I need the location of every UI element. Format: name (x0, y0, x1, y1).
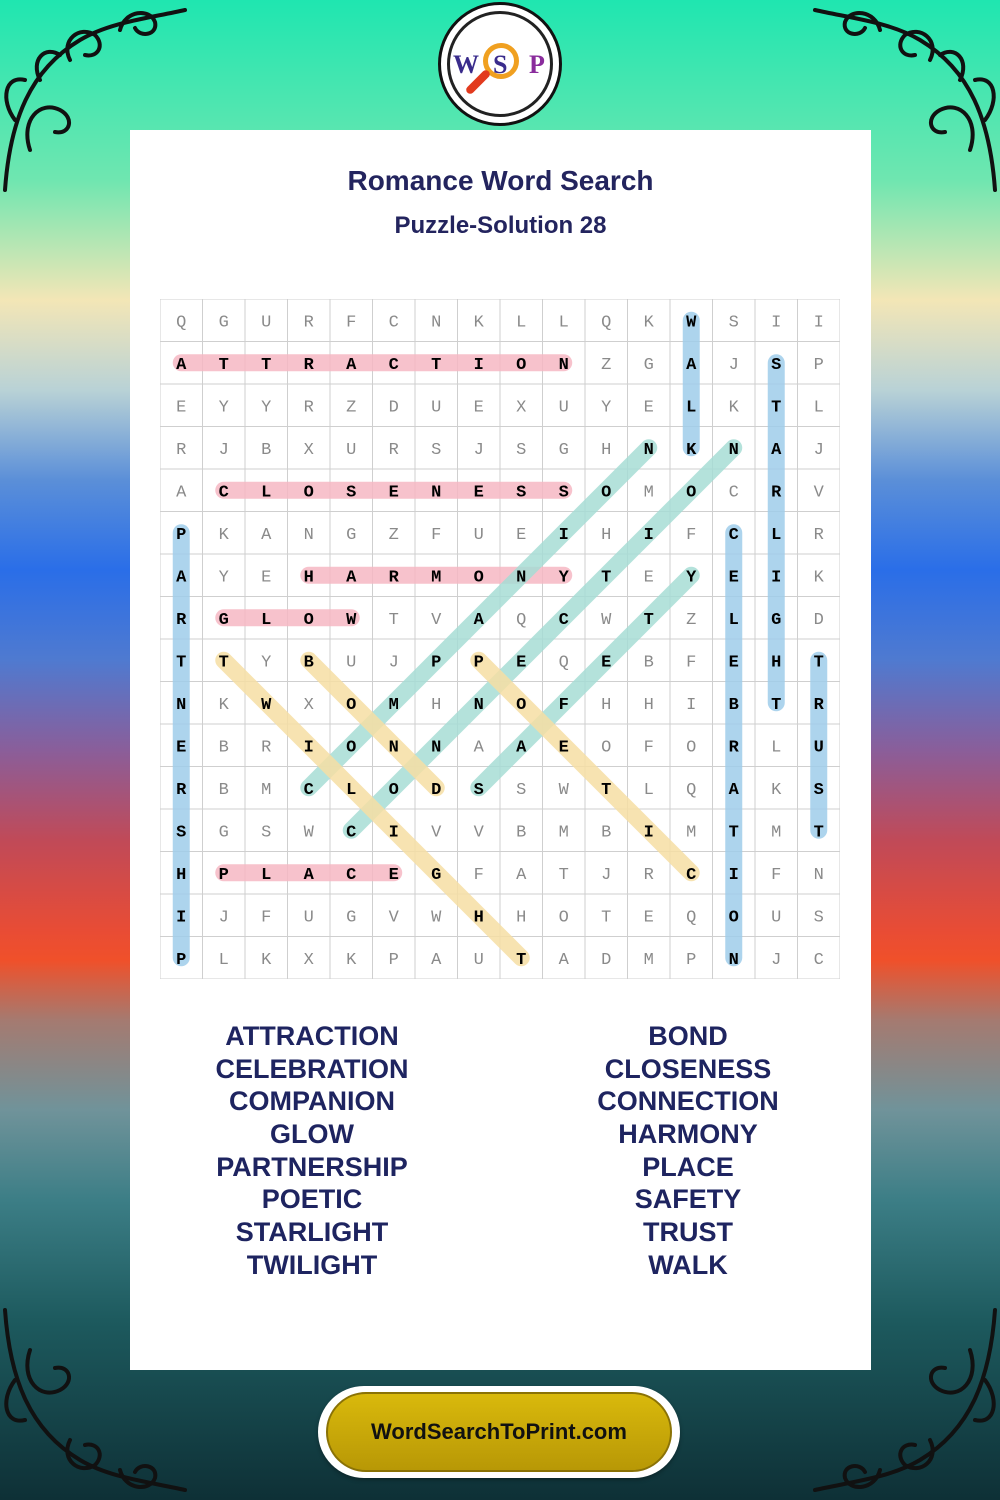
grid-cell: O (728, 908, 739, 928)
grid-cell: E (176, 398, 187, 418)
grid-cell: I (473, 355, 484, 375)
right-word: BOND (648, 1021, 728, 1051)
grid-cell: S (346, 483, 357, 503)
grid-cell: A (431, 950, 442, 970)
grid-cell: C (686, 865, 697, 885)
grid-cell: L (771, 738, 782, 758)
grid-cell: O (303, 483, 314, 503)
grid-cell: C (728, 525, 739, 545)
grid-cell: E (643, 908, 654, 928)
grid-cell: B (261, 440, 272, 460)
grid-cell: A (516, 865, 527, 885)
grid-cell: L (261, 483, 272, 503)
grid-cell: V (813, 483, 824, 503)
left-word: TWILIGHT (246, 1249, 378, 1280)
grid-cell: I (643, 823, 654, 843)
grid-cell: Q (686, 908, 697, 928)
grid-cell: Q (601, 313, 612, 333)
grid-cell: T (431, 355, 442, 375)
grid-cell: G (771, 610, 782, 630)
grid-cell: I (558, 525, 569, 545)
grid-cell: N (516, 568, 527, 588)
grid-cell: G (558, 440, 569, 460)
grid-cell: Y (601, 398, 612, 418)
grid-cell: S (176, 823, 187, 843)
grid-cell: R (813, 695, 824, 715)
left-word: CELEBRATION (215, 1053, 409, 1084)
grid-cell: C (558, 610, 569, 630)
grid-cell: K (218, 525, 229, 545)
grid-cell: T (218, 653, 229, 673)
grid-cell: V (431, 610, 442, 630)
grid-cell: H (303, 568, 314, 588)
grid-cell: S (516, 483, 527, 503)
grid-cell: X (303, 950, 314, 970)
grid-cell: H (431, 695, 442, 715)
grid-cell: F (643, 738, 654, 758)
grid-cell: S (813, 908, 824, 928)
site-link[interactable]: WordSearchToPrint.com (326, 1392, 672, 1472)
grid-cell: O (346, 695, 357, 715)
grid-cell: K (813, 568, 824, 588)
grid-cell: L (558, 313, 569, 333)
grid-cell: P (473, 653, 484, 673)
grid-cell: I (643, 525, 654, 545)
grid-cell: R (303, 398, 314, 418)
grid-cell: T (813, 653, 824, 673)
grid-cell: U (473, 525, 484, 545)
grid-cell: O (303, 610, 314, 630)
right-word: SAFETY (634, 1184, 742, 1215)
grid-cell: A (771, 440, 782, 460)
grid-cell: U (346, 440, 357, 460)
grid-cell: M (431, 568, 442, 588)
grid-cell: L (218, 950, 229, 970)
grid-cell: I (388, 823, 399, 843)
grid-cell: T (601, 568, 612, 588)
grid-cell: Y (261, 398, 272, 418)
grid-cell: L (516, 313, 527, 333)
grid-cell: P (431, 653, 442, 673)
grid-cell: E (388, 865, 399, 885)
grid-cell: X (303, 440, 314, 460)
grid-cell: P (176, 525, 187, 545)
grid-cell: A (686, 355, 697, 375)
grid-cell: U (558, 398, 569, 418)
grid-cell: R (728, 738, 739, 758)
right-word: TRUST (643, 1217, 733, 1248)
grid-cell: F (346, 313, 357, 333)
grid-cell: F (686, 525, 697, 545)
grid-cell: A (176, 355, 187, 375)
grid-cell: C (388, 313, 399, 333)
grid-cell: T (261, 355, 272, 375)
grid-cell: O (346, 738, 357, 758)
logo-letter-s: S (493, 50, 508, 79)
grid-cell: H (643, 695, 654, 715)
grid-cell: A (473, 738, 484, 758)
grid-cell: G (431, 865, 442, 885)
grid-cell: T (813, 823, 824, 843)
grid-cell: E (388, 483, 399, 503)
grid-cell: B (303, 653, 314, 673)
grid-cell: L (261, 610, 272, 630)
grid-cell: N (728, 440, 739, 460)
grid-cell: C (813, 950, 824, 970)
grid-cell: T (558, 865, 569, 885)
grid-cell: U (261, 313, 272, 333)
grid-cell: B (728, 695, 739, 715)
grid-cell: N (643, 440, 654, 460)
grid-cell: F (261, 908, 272, 928)
grid-cell: S (516, 440, 527, 460)
grid-cell: U (771, 908, 782, 928)
grid-cell: K (473, 313, 484, 333)
grid-cell: L (728, 610, 739, 630)
grid-cell: E (728, 568, 739, 588)
grid-cell: Q (176, 313, 187, 333)
grid-cell: T (728, 823, 739, 843)
grid-cell: A (558, 950, 569, 970)
grid-cell: S (473, 780, 484, 800)
grid-cell: S (771, 355, 782, 375)
grid-cell: F (473, 865, 484, 885)
grid-cell: A (176, 483, 187, 503)
grid-cell: M (643, 483, 654, 503)
grid-cell: F (771, 865, 782, 885)
grid-cell: X (303, 695, 314, 715)
grid-cell: R (303, 313, 314, 333)
grid-cell: D (813, 610, 824, 630)
grid-cell: N (813, 865, 824, 885)
grid-cell: T (176, 653, 187, 673)
grid-cell: A (346, 568, 357, 588)
grid-cell: G (346, 525, 357, 545)
grid-cell: O (473, 568, 484, 588)
site-badge[interactable] (318, 1386, 680, 1478)
grid-cell: R (813, 525, 824, 545)
logo-letter-w: W (453, 50, 479, 79)
grid-cell: Y (218, 568, 229, 588)
grid-cell: Q (686, 780, 697, 800)
grid-cell: J (218, 908, 229, 928)
grid-cell: W (601, 610, 612, 630)
grid-cell: S (261, 823, 272, 843)
right-word: WALK (648, 1249, 728, 1280)
grid-cell: O (388, 780, 399, 800)
right-word: CLOSENESS (604, 1053, 772, 1084)
grid-cell: L (346, 780, 357, 800)
grid-cell: X (516, 398, 527, 418)
grid-cell: S (813, 780, 824, 800)
left-word: COMPANION (229, 1086, 395, 1117)
grid-cell: I (813, 313, 824, 333)
grid-cell: J (218, 440, 229, 460)
grid-cell: G (643, 355, 654, 375)
grid-cell: O (601, 483, 612, 503)
grid-cell: O (601, 738, 612, 758)
grid-cell: K (643, 313, 654, 333)
grid-cell: J (473, 440, 484, 460)
grid-cell: C (346, 865, 357, 885)
grid-cell: H (601, 525, 612, 545)
grid-cell: E (516, 525, 527, 545)
grid-cell: Y (558, 568, 569, 588)
grid-cell: O (686, 483, 697, 503)
grid-cell: J (813, 440, 824, 460)
grid-cell: O (558, 908, 569, 928)
grid-cell: Z (346, 398, 357, 418)
grid-cell: J (601, 865, 612, 885)
grid-cell: Z (388, 525, 399, 545)
grid-cell: A (303, 865, 314, 885)
left-word: PARTNERSHIP (216, 1151, 408, 1182)
grid-cell: W (346, 610, 357, 630)
left-word: GLOW (270, 1119, 354, 1150)
logo-letter-p: P (529, 50, 545, 79)
grid-cell: K (728, 398, 739, 418)
grid-cell: C (728, 483, 739, 503)
word-list-right (538, 1020, 838, 1282)
left-word: ATTRACTION (225, 1021, 399, 1051)
grid-cell: O (516, 695, 527, 715)
grid-cell: S (516, 780, 527, 800)
grid-cell: W (558, 780, 569, 800)
right-word: PLACE (642, 1151, 734, 1182)
grid-cell: C (388, 355, 399, 375)
grid-cell: T (771, 695, 782, 715)
grid-cell: G (218, 313, 229, 333)
grid-cell: D (431, 780, 442, 800)
grid-cell: L (261, 865, 272, 885)
grid-cell: N (431, 483, 442, 503)
grid-cell: U (431, 398, 442, 418)
page-title: Romance Word Search (347, 165, 654, 196)
grid-cell: T (516, 950, 527, 970)
grid-cell: V (431, 823, 442, 843)
grid-cell: P (686, 950, 697, 970)
grid-cell: O (516, 355, 527, 375)
word-list-left (162, 1020, 462, 1282)
grid-cell: K (771, 780, 782, 800)
grid-cell: L (686, 398, 697, 418)
grid-cell: S (558, 483, 569, 503)
grid-cell: F (558, 695, 569, 715)
grid-cell: T (771, 398, 782, 418)
grid-cell: Q (558, 653, 569, 673)
grid-cell: F (686, 653, 697, 673)
grid-cell: A (261, 525, 272, 545)
grid-cell: J (388, 653, 399, 673)
grid-cell: N (473, 695, 484, 715)
grid-cell: M (261, 780, 272, 800)
grid-cell: J (728, 355, 739, 375)
grid-cell: E (601, 653, 612, 673)
grid-cell: P (176, 950, 187, 970)
grid-cell: T (643, 610, 654, 630)
grid-cell: B (218, 738, 229, 758)
grid-cell: M (643, 950, 654, 970)
grid-cell: A (728, 780, 739, 800)
grid-cell: W (686, 313, 697, 333)
grid-cell: A (516, 738, 527, 758)
grid-cell: N (176, 695, 187, 715)
grid-cell: I (176, 908, 187, 928)
right-word: HARMONY (618, 1119, 758, 1150)
grid-cell: T (218, 355, 229, 375)
grid-cell: T (601, 780, 612, 800)
grid-cell: E (558, 738, 569, 758)
grid-cell: E (643, 398, 654, 418)
grid-cell: E (473, 483, 484, 503)
grid-cell: I (771, 568, 782, 588)
grid-cell: K (686, 440, 697, 460)
left-word: STARLIGHT (235, 1217, 389, 1248)
grid-cell: R (176, 440, 187, 460)
grid-cell: Z (601, 355, 612, 375)
grid-cell: B (218, 780, 229, 800)
grid-cell: G (346, 908, 357, 928)
wsp-logo (438, 2, 562, 126)
right-word: CONNECTION (597, 1086, 779, 1117)
grid-cell: C (303, 780, 314, 800)
grid-cell: K (346, 950, 357, 970)
grid-cell: D (388, 398, 399, 418)
grid-cell: K (261, 950, 272, 970)
grid-cell: E (473, 398, 484, 418)
grid-cell: P (388, 950, 399, 970)
grid-cell: C (218, 483, 229, 503)
grid-cell: M (686, 823, 697, 843)
page-subtitle: Puzzle-Solution 28 (394, 212, 607, 239)
grid-cell: N (431, 313, 442, 333)
grid-cell: R (388, 440, 399, 460)
grid-cell: Y (261, 653, 272, 673)
grid-cell: T (388, 610, 399, 630)
grid-cell: K (218, 695, 229, 715)
grid-cell: P (218, 865, 229, 885)
grid-cell: I (303, 738, 314, 758)
grid-cell: W (261, 695, 272, 715)
grid-cell: O (686, 738, 697, 758)
grid-cell: H (601, 440, 612, 460)
grid-cell: S (431, 440, 442, 460)
grid-cell: N (728, 950, 739, 970)
grid-cell: H (771, 653, 782, 673)
grid-cell: G (218, 610, 229, 630)
grid-cell: N (431, 738, 442, 758)
grid-cell: N (303, 525, 314, 545)
grid-cell: E (176, 738, 187, 758)
grid-cell: M (771, 823, 782, 843)
grid-cell: A (346, 355, 357, 375)
grid-cell: I (686, 695, 697, 715)
grid-cell: N (388, 738, 399, 758)
grid-cell: S (728, 313, 739, 333)
grid-cell: R (388, 568, 399, 588)
grid-cell: R (303, 355, 314, 375)
grid-cell: T (601, 908, 612, 928)
grid-cell: Z (686, 610, 697, 630)
left-word: POETIC (261, 1184, 363, 1215)
grid-cell: C (346, 823, 357, 843)
grid-cell: E (261, 568, 272, 588)
grid-cell: B (601, 823, 612, 843)
grid-cell: I (728, 865, 739, 885)
grid-cell: B (643, 653, 654, 673)
grid-cell: W (303, 823, 314, 843)
grid-cell: H (473, 908, 484, 928)
grid-cell: Q (516, 610, 527, 630)
grid-cell: M (388, 695, 399, 715)
grid-cell: A (473, 610, 484, 630)
grid-cell: A (176, 568, 187, 588)
grid-cell: V (473, 823, 484, 843)
grid-cell: L (643, 780, 654, 800)
word-search-grid (160, 299, 840, 979)
grid-cell: E (643, 568, 654, 588)
grid-cell: W (431, 908, 442, 928)
grid-cell: M (558, 823, 569, 843)
grid-cell: D (601, 950, 612, 970)
grid-cell: R (176, 780, 187, 800)
grid-cell: H (516, 908, 527, 928)
grid-cell: J (771, 950, 782, 970)
grid-cell: E (516, 653, 527, 673)
grid-cell: N (558, 355, 569, 375)
grid-cell: Y (686, 568, 697, 588)
grid-cell: U (346, 653, 357, 673)
grid-cell: P (813, 355, 824, 375)
grid-cell: R (261, 738, 272, 758)
grid-cell: F (431, 525, 442, 545)
grid-cell: L (813, 398, 824, 418)
grid-cell: L (771, 525, 782, 545)
grid-cell: U (473, 950, 484, 970)
grid-cell: U (813, 738, 824, 758)
grid-cell: Y (218, 398, 229, 418)
grid-cell: E (728, 653, 739, 673)
grid-cell: I (771, 313, 782, 333)
grid-cell: H (176, 865, 187, 885)
grid-cell: G (218, 823, 229, 843)
grid-cell: U (303, 908, 314, 928)
grid-cell: R (643, 865, 654, 885)
grid-cell: V (388, 908, 399, 928)
grid-cell: R (176, 610, 187, 630)
grid-cell: H (601, 695, 612, 715)
grid-cell: B (516, 823, 527, 843)
grid-cell: R (771, 483, 782, 503)
